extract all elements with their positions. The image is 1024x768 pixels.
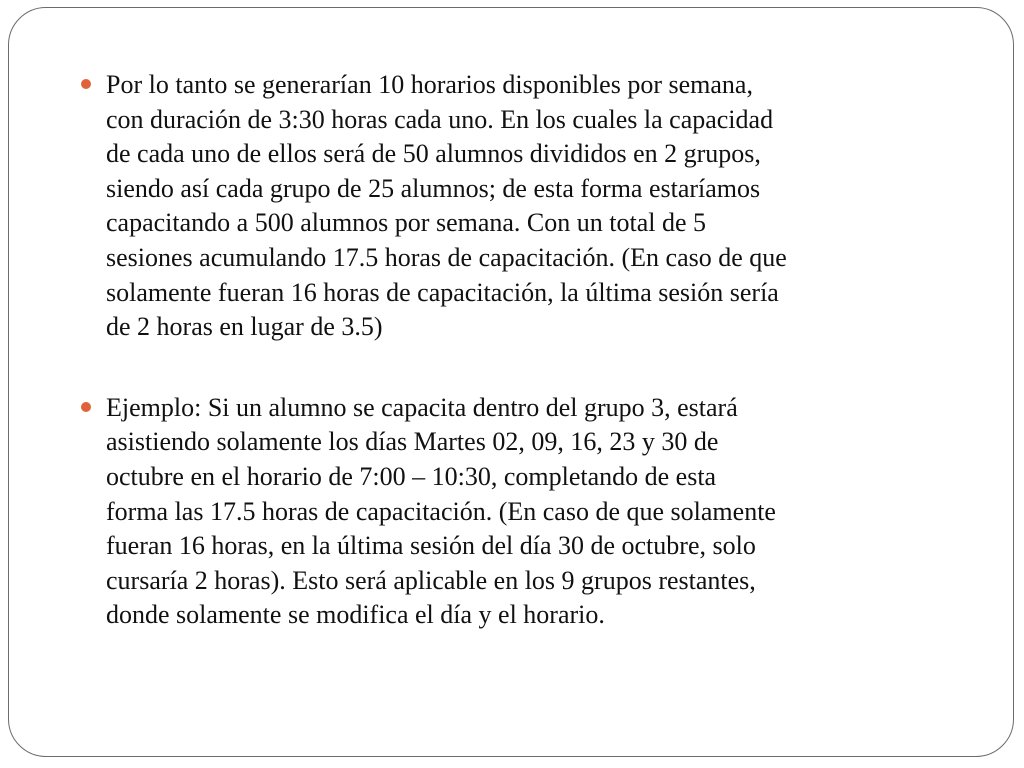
- bullet-dot-icon: [81, 402, 91, 412]
- paragraph-line: donde solamente se modifica el día y el horario.: [106, 600, 605, 630]
- paragraph-line: capacitando a 500 alumnos por semana. Con un total de 5: [106, 208, 707, 238]
- paragraph-line: de 2 horas en lugar de 3.5): [106, 312, 383, 342]
- bullet-item-capacity: [106, 68, 986, 345]
- paragraph-line: octubre en el horario de 7:00 – 10:30, completando de esta: [106, 461, 717, 491]
- paragraph-line: fueran 16 horas, en la última sesión del día 30 de octubre, solo: [106, 531, 756, 561]
- paragraph-line: siendo así cada grupo de 25 alumnos; de esta forma estaríamos: [106, 173, 761, 203]
- paragraph-line: cursaría 2 horas). Esto será aplicable en los 9 grupos restantes,: [106, 565, 756, 595]
- slide-frame: [8, 7, 1014, 757]
- paragraph-line: asistiendo solamente los días Martes 02, 09, 16, 23 y 30 de: [106, 427, 719, 457]
- slide-content: [106, 68, 986, 633]
- bullet-dot-icon: [81, 79, 91, 89]
- paragraph-line: de cada uno de ellos será de 50 alumnos divididos en 2 grupos,: [106, 139, 761, 169]
- paragraph-line: sesiones acumulando 17.5 horas de capacitación. (En caso de que: [106, 242, 787, 272]
- paragraph-line: solamente fueran 16 horas de capacitación, la última sesión sería: [106, 277, 779, 307]
- paragraph-line: forma las 17.5 horas de capacitación. (En caso de que solamente: [106, 496, 776, 526]
- bullet-item-example: [106, 391, 986, 633]
- paragraph-line: con duración de 3:30 horas cada uno. En los cuales la capacidad: [106, 104, 774, 134]
- paragraph-line: Por lo tanto se generarían 10 horarios disponibles por semana,: [106, 70, 753, 99]
- paragraph-line: Ejemplo: Si un alumno se capacita dentro del grupo 3, estará: [106, 392, 738, 422]
